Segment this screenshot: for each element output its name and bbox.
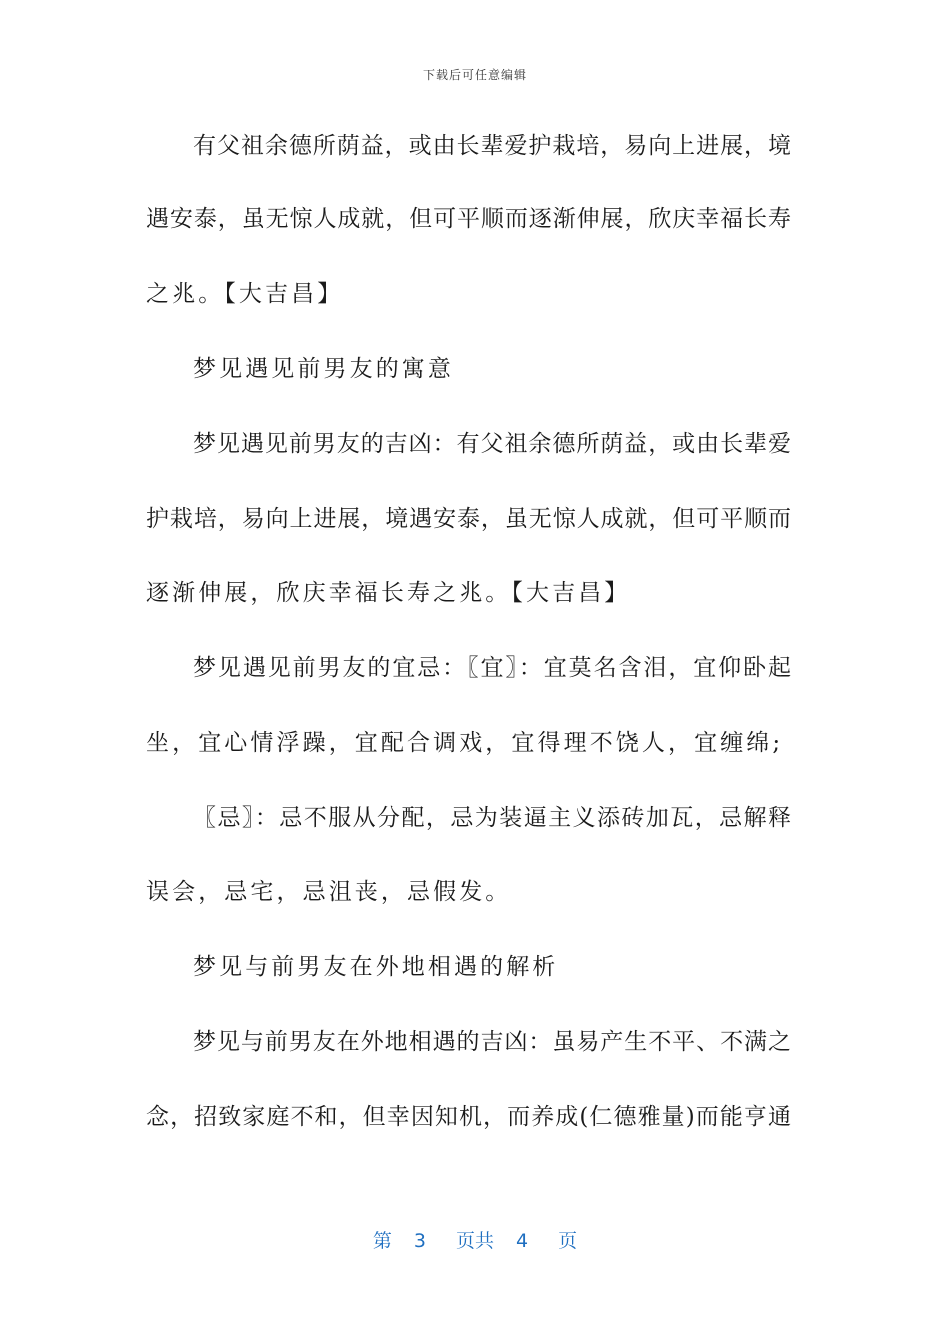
text-line: 梦见与前男友在外地相遇的吉凶：虽易产生不平、不满之 (193, 1029, 791, 1055)
text-line: 〖忌〗：忌不服从分配，忌为装逼主义添砖加瓦，忌解释 (193, 805, 791, 831)
page-footer (0, 1226, 950, 1253)
text-line: 护栽培，易向上进展，境遇安泰，虽无惊人成就，但可平顺而 (146, 506, 791, 532)
text-line: 坐，宜心情浮躁，宜配合调戏，宜得理不饶人，宜缠绵; (146, 730, 784, 756)
text-line: 之兆。【大吉昌】 (146, 281, 344, 307)
section-heading: 梦见与前男友在外地相遇的解析 (193, 954, 559, 980)
footer-middle: 页共 (455, 1230, 494, 1252)
text-line: 遇安泰，虽无惊人成就，但可平顺而逐渐伸展，欣庆幸福长寿 (146, 206, 791, 232)
page-header: 下载后可任意编辑 (422, 68, 527, 82)
text-line: 梦见遇见前男友的宜忌：〖宜〗：宜莫名含泪，宜仰卧起 (193, 655, 791, 681)
footer-suffix: 页 (558, 1230, 578, 1252)
text-line: 念，招致家庭不和，但幸因知机，而养成(仁德雅量)而能亨通 (146, 1104, 791, 1130)
text-line: 梦见遇见前男友的吉凶：有父祖余德所荫益，或由长辈爱 (193, 431, 791, 457)
text-line: 逐渐伸展，欣庆幸福长寿之兆。【大吉昌】 (146, 580, 631, 606)
text-line: 误会，忌宅，忌沮丧，忌假发。 (146, 879, 512, 905)
current-page-number: 3 (413, 1230, 426, 1252)
footer-prefix: 第 (372, 1230, 392, 1252)
text-line: 有父祖余德所荫益，或由长辈爱护栽培，易向上进展，境 (193, 133, 791, 159)
total-pages-number: 4 (516, 1230, 529, 1252)
section-heading: 梦见遇见前男友的寓意 (193, 356, 454, 382)
